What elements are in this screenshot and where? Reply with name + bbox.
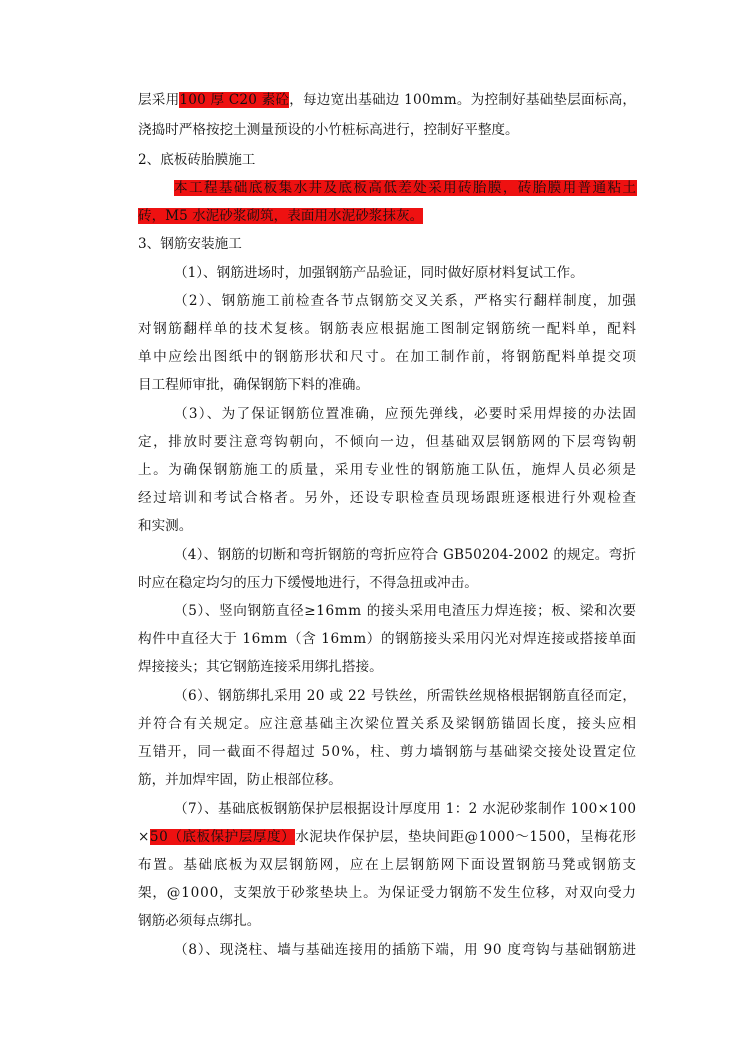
text-line bbox=[138, 456, 744, 484]
line-content bbox=[174, 795, 636, 823]
text-line bbox=[138, 625, 744, 653]
text-run: 并符合有关规定。应注意基础主次梁位置关系及梁钢筋锚固长度，接头应相 bbox=[138, 716, 638, 732]
line-content bbox=[138, 710, 638, 738]
text-run: （1）、钢筋进场时，加强钢筋产品验证，同时做好原材料复试工作。 bbox=[174, 265, 584, 281]
text-run: 布置。基础底板为双层钢筋网，应在上层钢筋网下面设置钢筋马凳或钢筋支 bbox=[138, 857, 638, 873]
text-run: 2、底板砖胎膜施工 bbox=[138, 152, 256, 168]
highlighted-text: 100 厚 C20 素砼 bbox=[179, 92, 290, 108]
line-content bbox=[138, 86, 636, 114]
text-run: （6）、钢筋绑扎采用 20 或 22 号铁丝，所需铁丝规格根据钢筋直径而定， bbox=[174, 688, 637, 704]
text-line bbox=[138, 653, 744, 681]
text-run: 筋，并加焊牢固，防止根部位移。 bbox=[138, 772, 342, 788]
text-run: （5）、竖向钢筋直径≥16mm 的接头采用电渣压力焊连接；板、梁和次要 bbox=[174, 603, 637, 619]
line-content bbox=[138, 343, 638, 371]
text-run: 单中应绘出图纸中的钢筋形状和尺寸。在加工制作前，将钢筋配料单提交项 bbox=[138, 349, 638, 365]
line-content bbox=[138, 116, 519, 144]
text-run: ，每边宽出基础边 100mm。为控制好基础垫层面标高， bbox=[289, 92, 637, 108]
text-line bbox=[174, 936, 744, 964]
text-line bbox=[138, 371, 744, 399]
text-line bbox=[174, 259, 744, 287]
text-run: 架，@1000，支架放于砂浆垫块上。为保证受力钢筋不发生位移，对双向受力 bbox=[138, 885, 637, 901]
text-line bbox=[138, 116, 744, 144]
text-line bbox=[138, 710, 744, 738]
text-run: 互错开，同一截面不得超过 50%，柱、剪力墙钢筋与基础梁交接处设置定位 bbox=[138, 744, 638, 760]
highlighted-text: 本工程基础底板集水井及底板高低差处采用砖胎膜，砖胎膜用普通粘土 bbox=[174, 180, 638, 196]
text-line bbox=[174, 400, 744, 428]
text-run: 经过培训和考试合格者。另外，还设专职检查员现场跟班逐根进行外观检查 bbox=[138, 490, 638, 506]
text-run: （8）、现浇柱、墙与基础连接用的插筋下端，用 90 度弯钩与基础钢筋进 bbox=[174, 942, 637, 958]
line-content bbox=[174, 400, 637, 428]
text-line bbox=[174, 174, 744, 202]
text-line bbox=[138, 315, 744, 343]
line-content bbox=[174, 541, 636, 569]
text-line bbox=[174, 541, 744, 569]
text-run: （2）、钢筋施工前检查各节点钢筋交叉关系，严格实行翻样制度，加强 bbox=[174, 293, 638, 309]
line-content bbox=[174, 936, 637, 964]
line-content bbox=[138, 625, 637, 653]
line-content bbox=[138, 653, 383, 681]
line-content bbox=[138, 766, 342, 794]
text-line bbox=[138, 851, 744, 879]
text-line bbox=[138, 879, 744, 907]
text-line bbox=[138, 202, 744, 230]
text-run: 层采用 bbox=[138, 92, 180, 108]
line-content bbox=[138, 851, 638, 879]
text-run: 目工程师审批，确保钢筋下料的准确。 bbox=[138, 377, 370, 393]
text-run: × bbox=[138, 829, 150, 845]
text-run: 钢筋必须每点绑扎。 bbox=[138, 913, 261, 929]
text-line bbox=[138, 484, 744, 512]
line-content bbox=[138, 738, 637, 766]
text-run: （3）、为了保证钢筋位置准确，应预先弹线，必要时采用焊接的办法固 bbox=[174, 406, 638, 422]
line-content bbox=[138, 146, 255, 174]
line-content bbox=[138, 315, 638, 343]
text-line bbox=[174, 287, 744, 315]
line-content bbox=[138, 879, 637, 907]
text-line bbox=[138, 428, 744, 456]
text-run: 和实测。 bbox=[138, 518, 193, 534]
line-content bbox=[174, 287, 637, 315]
text-line bbox=[138, 512, 744, 540]
text-line bbox=[138, 738, 744, 766]
text-run: 3、钢筋安装施工 bbox=[138, 236, 242, 252]
text-line bbox=[138, 343, 744, 371]
text-run: 上。为确保钢筋施工的质量，采用专业性的钢筋施工队伍，施焊人员必须是 bbox=[138, 462, 638, 478]
text-run: 焊接接头；其它钢筋连接采用绑扎搭接。 bbox=[138, 659, 383, 675]
line-content bbox=[174, 174, 637, 202]
text-line bbox=[174, 795, 744, 823]
text-run: 浇捣时严格按挖土测量预设的小竹桩标高进行，控制好平整度。 bbox=[138, 122, 519, 138]
line-content bbox=[174, 682, 636, 710]
text-run: 对钢筋翻样单的技术复核。钢筋表应根据施工图制定钢筋统一配料单，配料 bbox=[138, 321, 638, 337]
line-content bbox=[174, 597, 637, 625]
line-content bbox=[138, 512, 192, 540]
text-line bbox=[138, 766, 744, 794]
highlighted-text: 50（底板保护层厚度） bbox=[149, 829, 296, 845]
text-run: 时应在稳定均匀的压力下缓慢地进行，不得急扭或冲击。 bbox=[138, 575, 478, 591]
text-line bbox=[138, 823, 744, 851]
section-heading bbox=[138, 146, 744, 174]
line-content bbox=[138, 569, 478, 597]
text-run: 构件中直径大于 16mm（含 16mm）的钢筋接头采用闪光对焊连接或搭接单面 bbox=[138, 631, 637, 647]
text-line bbox=[138, 907, 744, 935]
text-run: 水泥块作保护层，垫块间距@1000～1500，呈梅花形 bbox=[295, 829, 637, 845]
text-line bbox=[138, 569, 744, 597]
text-run: 定，排放时要注意弯钩朝向，不倾向一边，但基础双层钢筋网的下层弯钩朝 bbox=[138, 434, 638, 450]
text-run: （4）、钢筋的切断和弯折钢筋的弯折应符合 GB50204-2002 的规定。弯折 bbox=[174, 547, 637, 563]
line-content bbox=[138, 230, 242, 258]
text-line bbox=[138, 86, 744, 114]
line-content bbox=[138, 484, 638, 512]
highlighted-text: 砖，M5 水泥砂浆砌筑，表面用水泥砂浆抹灰。 bbox=[138, 208, 424, 224]
line-content bbox=[138, 907, 260, 935]
line-content bbox=[138, 371, 369, 399]
line-content bbox=[138, 202, 423, 230]
text-run: （7）、基础底板钢筋保护层根据设计厚度用 1：2 水泥砂浆制作 100×100 bbox=[174, 801, 637, 817]
text-line bbox=[174, 682, 744, 710]
section-heading bbox=[138, 230, 744, 258]
line-content bbox=[174, 259, 584, 287]
line-content bbox=[138, 428, 638, 456]
line-content bbox=[138, 823, 637, 851]
line-content bbox=[138, 456, 638, 484]
text-line bbox=[174, 597, 744, 625]
